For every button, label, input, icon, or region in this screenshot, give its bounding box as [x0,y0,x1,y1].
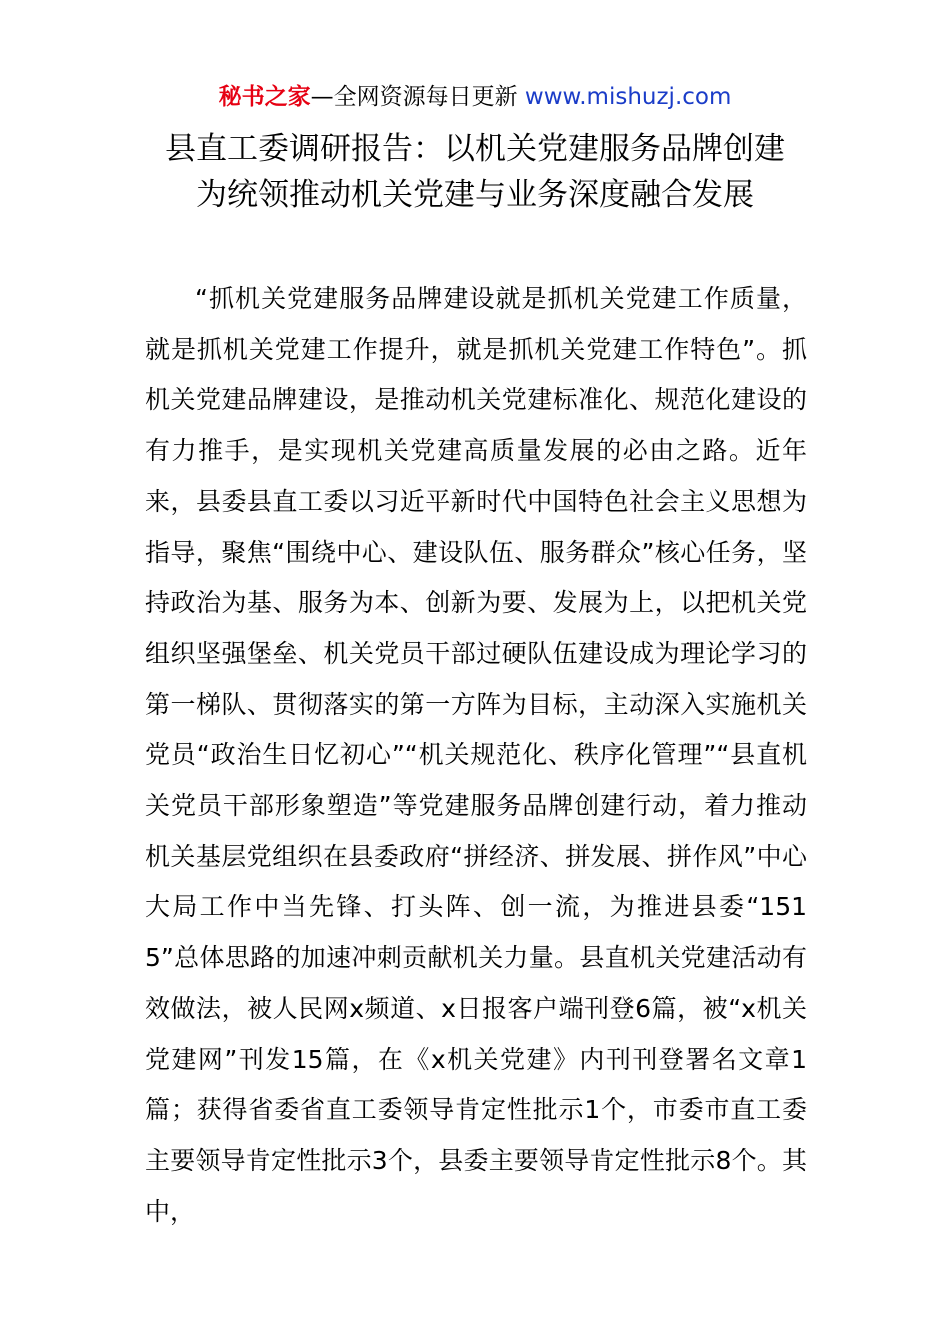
header-tagline: —全网资源每日更新 [310,84,525,110]
body-paragraph: “抓机关党建服务品牌建设就是抓机关党建工作质量，就是抓机关党建工作提升，就是抓机关党建工作特色”。抓机关党建品牌建设，是推动机关党建标准化、规范化建设的有力推手，是实现机关党建高质量发展的必由之路。近年来，县委县直工委以习近平新时代中国特色社会主义思想为指导，聚焦“围绕中心、建设队伍、服务群众”核心任务，坚持政治为基、服务为本、创新为要、发展为上，以把机关党组织坚强堡垒、机关党员干部过硬队伍建设成为理论学习的第一梯队、贯彻落实的第一方阵为目标，主动深入实施机关党员“政治生日忆初心”“机关规范化、秩序化管理”“县直机关党员干部形象塑造”等党建服务品牌创建行动，着力推动机关基层党组织在县委政府“拼经济、拼发展、拼作风”中心大局工作中当先锋、打头阵、创一流，为推进县委“1515”总体思路的加速冲刺贡献机关力量。县直机关党建活动有效做法，被人民网x频道、x日报客户端刊登6篇，被“x机关党建网”刊发15篇，在《x机关党建》内刊刊登署名文章1篇；获得省委省直工委领导肯定性批示1个，市委市直工委主要领导肯定性批示3个，县委主要领导肯定性批示8个。其中， [145,284,807,1226]
document-title [0,126,950,218]
brand-name: 秘书之家 [218,84,311,110]
site-header [0,82,950,112]
site-url-link[interactable]: www.mishuzj.com [524,84,732,110]
title-line-1: 县直工委调研报告：以机关党建服务品牌创建 [165,131,785,167]
title-line-2: 为统领推动机关党建与业务深度融合发展 [196,177,754,213]
